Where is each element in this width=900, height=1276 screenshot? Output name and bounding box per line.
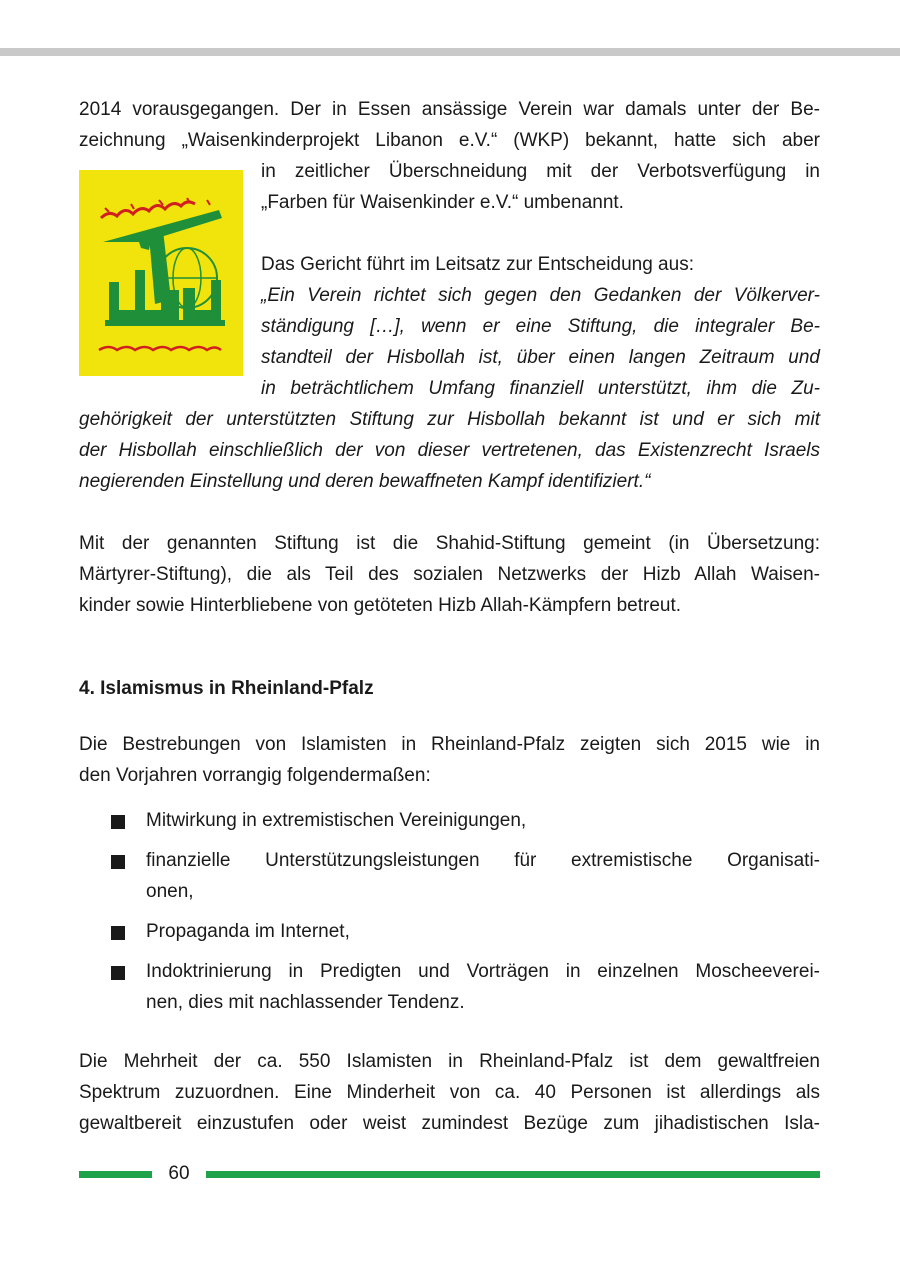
header-rule [0,48,900,56]
text-line: gewaltbereit einzustufen oder weist zumindest Bezüge zum jihadistischen Isla- [79,1113,820,1134]
quote-line: gehörigkeit der unterstützten Stiftung zur Hisbollah bekannt ist und er sich mit [79,409,820,430]
court-intro: Das Gericht führt im Leitsatz zur Entscheidung aus: [261,254,694,275]
quote-line: negierenden Einstellung und deren bewaffneten Kampf identifiziert.“ [79,471,651,492]
bullet-square-icon [111,855,125,869]
text-line: zeichnung „Waisenkinderprojekt Libanon e.V.“ (WKP) bekannt, hatte sich aber [79,130,820,151]
section-heading: 4. Islamismus in Rheinland-Pfalz [79,678,374,699]
text-line: Spektrum zuzuordnen. Eine Minderheit von ca. 40 Personen ist allerdings als [79,1082,820,1103]
text-line: in zeitlicher Überschneidung mit der Verbotsverfügung in [261,161,820,182]
page-number: 60 [168,1163,190,1184]
list-item-continued: onen, [146,881,194,902]
list-item: Indoktrinierung in Predigten und Vorträgen in einzelnen Moscheeverei- [146,961,820,982]
text-line: Die Bestrebungen von Islamisten in Rheinland-Pfalz zeigten sich 2015 wie in [79,734,820,755]
list-item: Mitwirkung in extremistischen Vereinigungen, [146,810,527,831]
quote-line: „Ein Verein richtet sich gegen den Gedanken der Völkerver- [261,285,820,306]
list-item-continued: nen, dies mit nachlassender Tendenz. [146,992,465,1013]
footer-rule-left [79,1171,152,1178]
bullet-square-icon [111,815,125,829]
flag-emblem [79,170,243,376]
quote-line: der Hisbollah einschließlich der von dieser vertretenen, das Existenzrecht Israels [79,440,820,461]
list-item: finanzielle Unterstützungsleistungen für extremistische Organisati- [146,850,820,871]
text-line: Die Mehrheit der ca. 550 Islamisten in Rheinland-Pfalz ist dem gewaltfreien [79,1051,820,1072]
footer-rule-right [206,1171,820,1178]
quote-line: in beträchtlichem Umfang finanziell unterstützt, ihm die Zu- [261,378,820,399]
bullet-square-icon [111,926,125,940]
list-item: Propaganda im Internet, [146,921,350,942]
hezbollah-flag-image [79,170,243,376]
text-line: 2014 vorausgegangen. Der in Essen ansässige Verein war damals unter der Be- [79,99,820,120]
text-line: kinder sowie Hinterbliebene von getöteten Hizb Allah-Kämpfern betreut. [79,595,682,616]
quote-line: standteil der Hisbollah ist, über einen langen Zeitraum und [261,347,820,368]
text-line: Mit der genannten Stiftung ist die Shahid-Stiftung gemeint (in Übersetzung: [79,533,820,554]
bullet-square-icon [111,966,125,980]
text-line: Märtyrer-Stiftung), die als Teil des sozialen Netzwerks der Hizb Allah Waisen- [79,564,820,585]
text-line: den Vorjahren vorrangig folgendermaßen: [79,765,431,786]
text-line: „Farben für Waisenkinder e.V.“ umbenannt. [261,192,624,213]
quote-line: ständigung […], wenn er eine Stiftung, die integraler Be- [261,316,820,337]
